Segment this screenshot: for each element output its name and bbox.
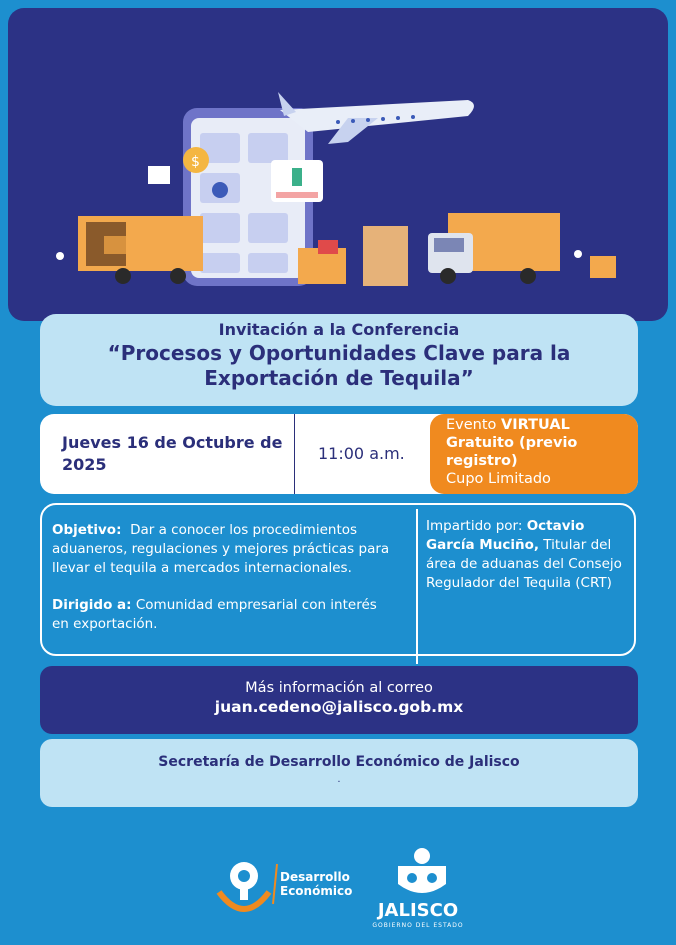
conference-title: “Procesos y Oportunidades Clave para la Exportación de Tequila” — [107, 341, 571, 390]
organizer-panel — [40, 739, 638, 807]
jalisco-name: JALISCO — [377, 900, 459, 921]
truck-right-icon — [428, 213, 560, 284]
event-mode: VIRTUAL — [501, 417, 570, 433]
event-free: Gratuito (previo registro) — [446, 435, 578, 469]
title-panel — [40, 314, 638, 406]
mode-prefix: Evento — [446, 417, 502, 433]
cart-icon — [148, 166, 170, 184]
speaker-block — [426, 517, 636, 593]
desarrollo-line1: Desarrollo — [280, 870, 350, 884]
speaker-role: Titular del área de aduanas del Consejo Regulador del Tequila (CRT) — [426, 537, 622, 591]
jalisco-logo — [372, 844, 472, 934]
svg-text:$: $ — [191, 154, 200, 170]
contact-email[interactable]: juan.cedeno@jalisco.gob.mx — [214, 698, 464, 716]
boxes-icon — [298, 226, 408, 286]
box-small-icon — [590, 256, 616, 278]
divider — [416, 509, 418, 664]
audience-text: Comunidad empresarial con interés en exportación. — [52, 597, 377, 632]
logistics-illustration — [8, 8, 668, 321]
desarrollo-economico-logo — [214, 856, 364, 916]
objective-block — [52, 521, 392, 634]
contact-panel — [40, 666, 638, 734]
desarrollo-logo-icon — [214, 856, 274, 916]
truck-left-icon — [78, 216, 203, 284]
event-badge — [430, 414, 638, 494]
logo-divider — [272, 864, 278, 904]
event-capacity: Cupo Limitado — [446, 471, 551, 487]
person-icon — [574, 250, 582, 258]
invitation-heading: Invitación a la Conferencia — [218, 320, 460, 339]
objective-label: Objetivo: — [52, 522, 122, 538]
person-icon — [56, 252, 64, 260]
event-info-row — [40, 414, 638, 494]
organizer-dot: . — [337, 774, 341, 785]
jalisco-subtitle: GOBIERNO DEL ESTADO — [372, 922, 464, 929]
jalisco-shield-icon — [376, 844, 468, 900]
event-time: 11:00 a.m. — [318, 444, 405, 463]
organizer-name: Secretaría de Desarrollo Económico de Jalisco — [158, 754, 520, 770]
contact-label: Más información al correo — [245, 680, 433, 696]
details-panel — [40, 503, 636, 656]
audience-label: Dirigido a: — [52, 597, 132, 613]
event-date: Jueves 16 de Octubre de 2025 — [62, 433, 283, 474]
desarrollo-line2: Económico — [280, 884, 353, 898]
objective-text: Dar a conocer los procedimientos aduaneros, regulaciones y mejores prácticas para llevar el tequila a mercados internacionales. — [52, 522, 390, 576]
hero-illustration — [8, 8, 668, 321]
divider — [294, 414, 295, 494]
speaker-prefix: Impartido por: — [426, 518, 523, 534]
speaker-name: Octavio García Muciño, — [426, 518, 585, 553]
